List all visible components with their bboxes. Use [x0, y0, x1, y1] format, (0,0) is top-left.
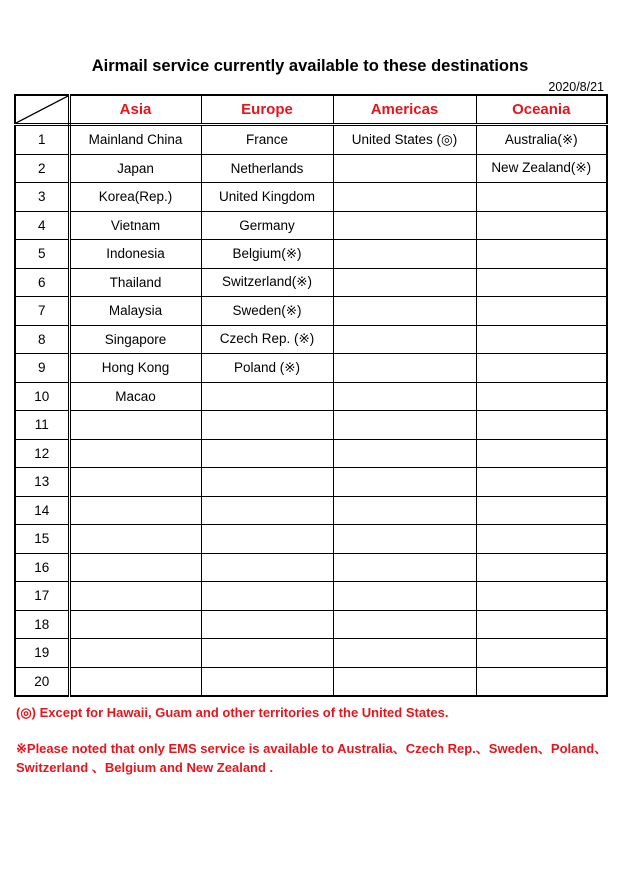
cell-asia [69, 411, 201, 440]
table-row [15, 268, 607, 297]
table-row [15, 154, 607, 183]
cell-americas [333, 639, 476, 668]
cell-americas [333, 667, 476, 696]
table-row [15, 125, 607, 155]
cell-oceania [476, 183, 607, 212]
table-row [15, 439, 607, 468]
table-row [15, 382, 607, 411]
row-number: 19 [15, 639, 69, 668]
column-header-asia: Asia [69, 95, 201, 125]
row-number: 8 [15, 325, 69, 354]
cell-americas [333, 439, 476, 468]
cell-europe [201, 382, 333, 411]
cell-europe: Sweden(※) [201, 297, 333, 326]
cell-europe [201, 667, 333, 696]
corner-cell [15, 95, 69, 125]
cell-asia: Malaysia [69, 297, 201, 326]
cell-europe [201, 525, 333, 554]
cell-americas [333, 496, 476, 525]
date-label: 2020/8/21 [548, 80, 604, 94]
cell-asia [69, 582, 201, 611]
row-number: 12 [15, 439, 69, 468]
cell-asia: Mainland China [69, 125, 201, 155]
cell-oceania [476, 468, 607, 497]
cell-asia [69, 525, 201, 554]
cell-europe: Poland (※) [201, 354, 333, 383]
table-row [15, 582, 607, 611]
cell-asia [69, 553, 201, 582]
cell-oceania [476, 496, 607, 525]
column-header-americas: Americas [333, 95, 476, 125]
cell-oceania [476, 382, 607, 411]
table-row [15, 211, 607, 240]
cell-europe [201, 610, 333, 639]
cell-asia: Japan [69, 154, 201, 183]
cell-asia: Indonesia [69, 240, 201, 269]
cell-americas [333, 268, 476, 297]
cell-europe [201, 582, 333, 611]
row-number: 13 [15, 468, 69, 497]
cell-europe: Germany [201, 211, 333, 240]
cell-asia [69, 439, 201, 468]
cell-oceania [476, 411, 607, 440]
note-ems: ※Please noted that only EMS service is available to Australia、Czech Rep.、Sweden、Poland、Switzerland 、Belgium and New Zealand . [16, 741, 608, 775]
row-number: 16 [15, 553, 69, 582]
page-title: Airmail service currently available to these destinations [91, 57, 529, 75]
cell-americas [333, 297, 476, 326]
cell-asia: Hong Kong [69, 354, 201, 383]
row-number: 15 [15, 525, 69, 554]
cell-americas [333, 468, 476, 497]
cell-europe [201, 639, 333, 668]
table-row [15, 240, 607, 269]
cell-oceania [476, 610, 607, 639]
cell-americas [333, 553, 476, 582]
row-number: 3 [15, 183, 69, 212]
cell-oceania [476, 211, 607, 240]
destinations-table [14, 94, 608, 697]
table-row [15, 525, 607, 554]
row-number: 6 [15, 268, 69, 297]
cell-europe [201, 411, 333, 440]
row-number: 1 [15, 125, 69, 155]
row-number: 4 [15, 211, 69, 240]
cell-asia [69, 639, 201, 668]
row-number: 20 [15, 667, 69, 696]
note-hawaii: (◎) Except for Hawaii, Guam and other territories of the United States. [16, 705, 449, 720]
cell-americas [333, 240, 476, 269]
cell-europe [201, 553, 333, 582]
cell-americas [333, 610, 476, 639]
cell-americas [333, 411, 476, 440]
table-row [15, 297, 607, 326]
cell-oceania [476, 667, 607, 696]
row-number: 2 [15, 154, 69, 183]
table-row [15, 411, 607, 440]
cell-americas: United States (◎) [333, 125, 476, 155]
row-number: 5 [15, 240, 69, 269]
table-row [15, 610, 607, 639]
cell-europe: Belgium(※) [201, 240, 333, 269]
cell-oceania: New Zealand(※) [476, 154, 607, 183]
cell-asia: Korea(Rep.) [69, 183, 201, 212]
row-number: 17 [15, 582, 69, 611]
cell-oceania [476, 354, 607, 383]
column-header-europe: Europe [201, 95, 333, 125]
cell-americas [333, 183, 476, 212]
cell-europe: France [201, 125, 333, 155]
cell-oceania [476, 639, 607, 668]
cell-asia: Singapore [69, 325, 201, 354]
cell-oceania [476, 439, 607, 468]
cell-americas [333, 354, 476, 383]
cell-europe [201, 468, 333, 497]
cell-asia [69, 610, 201, 639]
table-row [15, 325, 607, 354]
row-number: 18 [15, 610, 69, 639]
cell-europe [201, 439, 333, 468]
cell-asia [69, 667, 201, 696]
cell-europe: Switzerland(※) [201, 268, 333, 297]
row-number: 11 [15, 411, 69, 440]
cell-oceania [476, 268, 607, 297]
cell-europe: United Kingdom [201, 183, 333, 212]
row-number: 9 [15, 354, 69, 383]
cell-europe [201, 496, 333, 525]
table-row [15, 183, 607, 212]
cell-oceania [476, 297, 607, 326]
cell-americas [333, 211, 476, 240]
cell-europe: Netherlands [201, 154, 333, 183]
cell-oceania [476, 525, 607, 554]
row-number: 7 [15, 297, 69, 326]
column-header-oceania: Oceania [476, 95, 607, 125]
table-row [15, 639, 607, 668]
row-number: 10 [15, 382, 69, 411]
table-row [15, 468, 607, 497]
table-row [15, 354, 607, 383]
cell-americas [333, 525, 476, 554]
cell-americas [333, 325, 476, 354]
cell-oceania [476, 240, 607, 269]
row-number: 14 [15, 496, 69, 525]
cell-asia: Vietnam [69, 211, 201, 240]
cell-asia: Macao [69, 382, 201, 411]
table-row [15, 667, 607, 696]
cell-americas [333, 154, 476, 183]
table-header-row [15, 95, 607, 125]
table-row [15, 496, 607, 525]
cell-oceania: Australia(※) [476, 125, 607, 155]
cell-oceania [476, 325, 607, 354]
cell-europe: Czech Rep. (※) [201, 325, 333, 354]
table-row [15, 553, 607, 582]
cell-oceania [476, 582, 607, 611]
cell-oceania [476, 553, 607, 582]
cell-americas [333, 382, 476, 411]
cell-asia: Thailand [69, 268, 201, 297]
cell-asia [69, 496, 201, 525]
cell-asia [69, 468, 201, 497]
cell-americas [333, 582, 476, 611]
